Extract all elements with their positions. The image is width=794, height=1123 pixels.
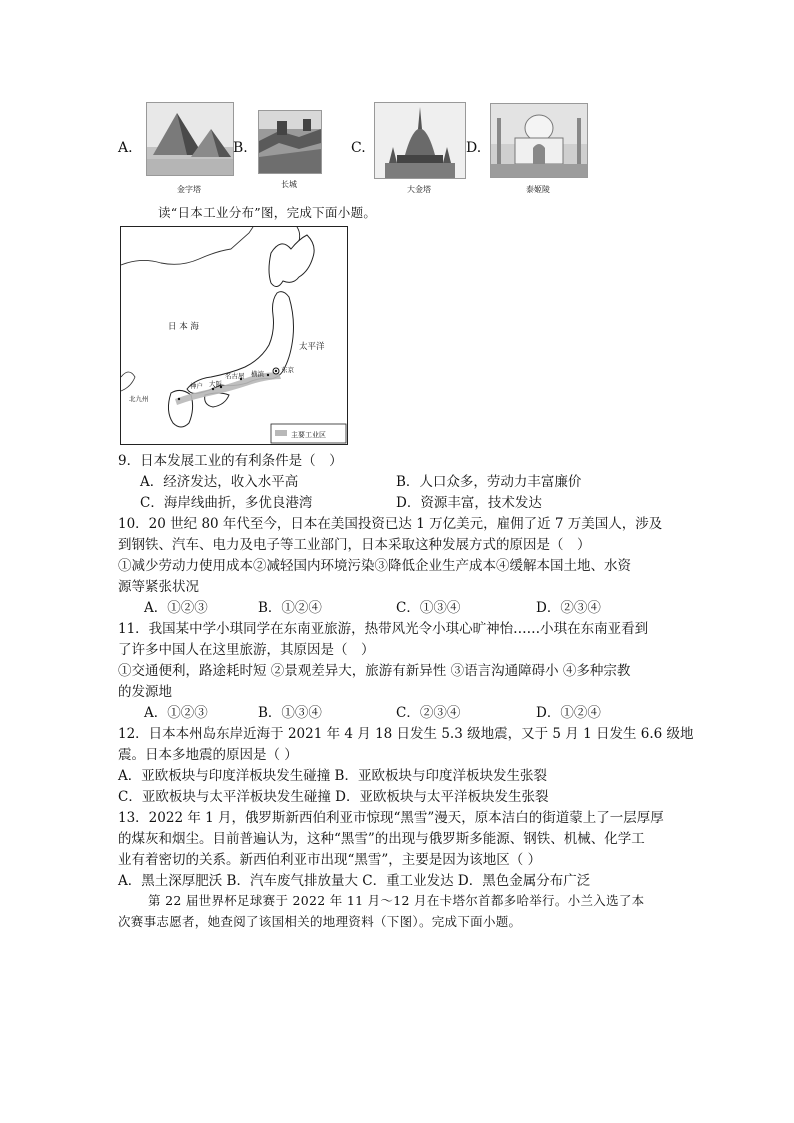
q10-option-b: B．①②④: [258, 600, 322, 616]
worldcup-intro-line-2: 次赛事志愿者，她查阅了该国相关的地理资料（下图）。完成下面小题。: [118, 914, 522, 929]
worldcup-intro-line-1: 第 22 届世界杯足球赛于 2022 年 11 月～12 月在卡塔尔首都多哈举行。小兰入选了本: [148, 893, 645, 908]
q11-line-2: 了许多中国人在这里旅游，其原因是（ ）: [118, 642, 375, 658]
map-label-kitakyushu: 北九州: [129, 395, 149, 403]
shwedagon-pagoda-photo: [374, 102, 466, 179]
q13-line-3: 业有着密切的关系。新西伯利亚市出现“黑雪”，主要是因为该地区（ ）: [118, 852, 542, 868]
great-wall-caption: 长城: [281, 180, 297, 189]
q11-line-4: 的发源地: [118, 684, 172, 700]
q12-line-2: 震。日本多地震的原因是（ ）: [118, 747, 298, 763]
pyramid-caption: 金字塔: [177, 185, 201, 194]
map-label-nagoya: 名古屋: [225, 372, 245, 380]
q10-option-d: D．②③④: [536, 600, 601, 616]
map-legend-label: 主要工业区: [291, 431, 326, 439]
q9-option-b: B．人口众多，劳动力丰富廉价: [396, 474, 582, 490]
q10-line-2: 到钢铁、汽车、电力及电子等工业部门，日本采取这种发展方式的原因是（ ）: [118, 537, 591, 553]
pyramid-photo: [146, 102, 234, 176]
q12-line-1: 12．日本本州岛东岸近海于 2021 年 4 月 18 日发生 5.3 级地震，又于 5 月 1 日发生 6.6 级地: [118, 726, 694, 742]
q9-option-a: A．经济发达，收入水平高: [140, 474, 299, 490]
q9-stem: 9．日本发展工业的有利条件是（ ）: [118, 453, 343, 469]
q10-option-c: C．①③④: [396, 600, 461, 616]
q13-line-2: 的煤灰和烟尘。目前普遍认为，这种“黑雪”的出现与俄罗斯多能源、钢铁、机械、化学工: [118, 831, 645, 847]
option-c-letter: C.: [351, 140, 366, 156]
q9-option-d: D．资源丰富，技术发达: [396, 495, 542, 511]
map-label-yokohama: 横滨: [251, 370, 264, 378]
q10-option-a: A．①②③: [144, 600, 208, 616]
map-intro: 读“日本工业分布”图，完成下面小题。: [158, 205, 377, 220]
option-d-letter: D.: [466, 140, 482, 156]
q12-options-ab: A．亚欧板块与印度洋板块发生碰撞 B．亚欧板块与印度洋板块发生张裂: [118, 768, 547, 784]
option-b-letter: B.: [233, 140, 248, 156]
shwedagon-caption: 大金塔: [407, 185, 431, 194]
map-label-sea-of-japan: 日 本 海: [168, 322, 199, 332]
map-label-kobe: 神户: [190, 382, 203, 390]
taj-mahal-photo: [490, 103, 588, 178]
q12-options-cd: C．亚欧板块与太平洋板块发生碰撞 D．亚欧板块与太平洋板块发生张裂: [118, 789, 549, 805]
q11-line-1: 11．我国某中学小琪同学在东南亚旅游，热带风光令小琪心旷神怡……小琪在东南亚看到: [118, 621, 649, 637]
great-wall-photo: [258, 110, 322, 174]
q13-line-1: 13．2022 年 1 月，俄罗斯新西伯利亚市惊现“黑雪”漫天，原本洁白的街道蒙上了一层厚厚: [118, 810, 664, 826]
q11-option-c: C．②③④: [396, 705, 461, 721]
map-label-osaka: 大阪: [209, 380, 222, 388]
q11-option-b: B．①③④: [258, 705, 322, 721]
japan-industry-map: [120, 226, 348, 445]
map-label-pacific: 太平洋: [299, 342, 325, 352]
q10-line-3: ①减少劳动力使用成本②减轻国内环境污染③降低企业生产成本④缓解本国土地、水资: [118, 558, 631, 574]
taj-mahal-caption: 泰姬陵: [526, 185, 550, 194]
q10-line-4: 源等紧张状况: [118, 579, 199, 595]
q11-option-a: A．①②③: [144, 705, 208, 721]
q11-line-3: ①交通便利，路途耗时短 ②景观差异大，旅游有新异性 ③语言沟通障碍小 ④多种宗教: [118, 663, 631, 679]
q11-option-d: D．①②④: [536, 705, 601, 721]
q10-line-1: 10．20 世纪 80 年代至今，日本在美国投资已达 1 万亿美元，雇佣了近 7 万美国人，涉及: [118, 516, 663, 532]
option-a-letter: A.: [118, 140, 133, 156]
q13-options: A．黑土深厚肥沃 B．汽车废气排放量大 C．重工业发达 D．黑色金属分布广泛: [118, 873, 591, 889]
map-label-tokyo: 东京: [281, 366, 294, 374]
q9-option-c: C．海岸线曲折，多优良港湾: [140, 495, 313, 511]
